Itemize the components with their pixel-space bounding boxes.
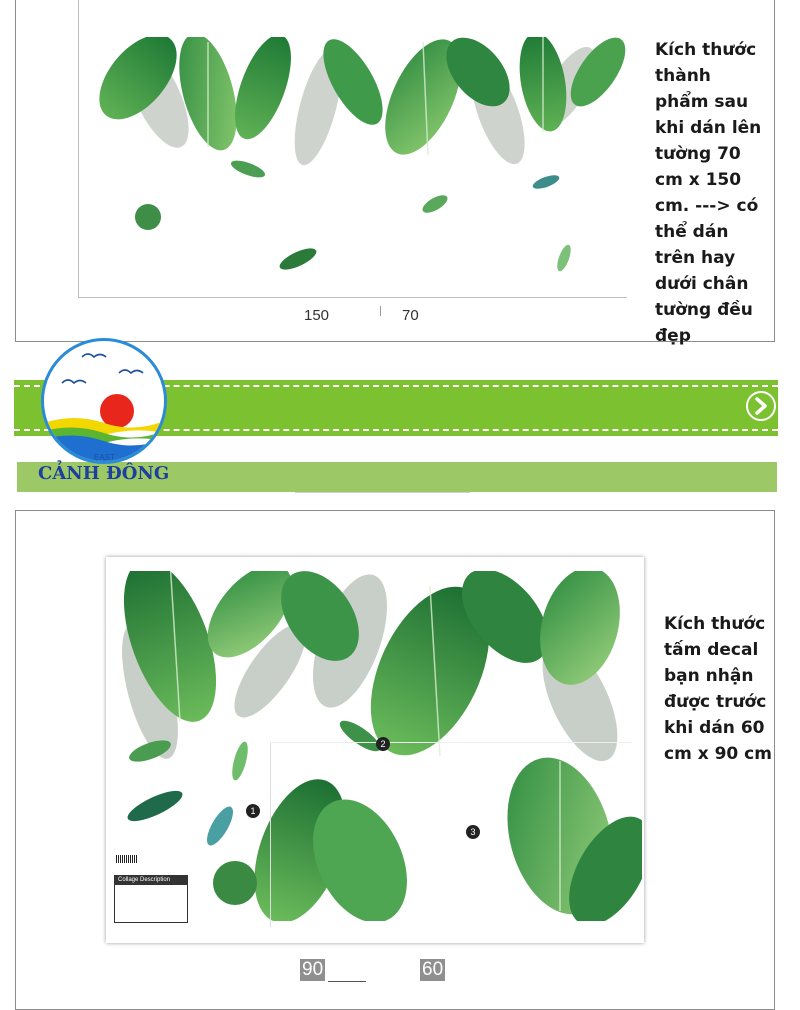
height-dimension-label: 60 xyxy=(422,959,444,980)
finished-size-description xyxy=(655,37,795,349)
marker-3: 3 xyxy=(466,825,480,839)
marker-1: 1 xyxy=(246,804,260,818)
collage-label: Collage Description xyxy=(115,876,187,885)
description-line: Kích thước xyxy=(655,40,757,60)
description-line: thể dán xyxy=(655,222,729,242)
width-dimension-label: 150 xyxy=(304,307,330,324)
description-line: cm x 90 cm xyxy=(664,744,772,764)
divider-line xyxy=(295,492,470,493)
description-line: tường đều xyxy=(655,300,753,320)
height-dimension-label: 70 xyxy=(402,307,419,324)
cut-line xyxy=(270,742,271,927)
description-line: Kích thước xyxy=(664,614,766,634)
description-line: tường 70 xyxy=(655,144,741,164)
description-line: dưới chân xyxy=(655,274,749,294)
description-line: thành xyxy=(655,66,711,86)
brand-name: CẢNH ĐÔNG xyxy=(38,463,170,484)
description-line: bạn nhận xyxy=(664,666,754,686)
dimension-separator xyxy=(380,306,381,316)
description-line: phẩm sau xyxy=(655,92,749,112)
logo-subtext: EAST xyxy=(94,453,115,462)
collage-card xyxy=(114,875,188,923)
cut-line xyxy=(270,742,632,743)
description-line: khi dán lên xyxy=(655,118,762,138)
barcode-icon xyxy=(116,855,138,863)
description-line: cm x 150 xyxy=(655,170,742,190)
hanging-leaves-illustration xyxy=(98,37,628,287)
description-line: tấm decal xyxy=(664,640,759,660)
decal-size-description xyxy=(664,611,774,767)
brand-logo xyxy=(41,338,167,464)
description-line: cm. ---> có xyxy=(655,196,759,216)
width-dimension-label: 90 xyxy=(302,959,324,980)
decal-size-panel xyxy=(15,510,775,1010)
description-line: khi dán 60 xyxy=(664,718,765,738)
chevron-right-icon[interactable] xyxy=(746,391,776,421)
description-line: trên hay xyxy=(655,248,736,268)
description-line: được trước xyxy=(664,692,767,712)
dimension-line xyxy=(328,981,366,982)
decal-sheet xyxy=(106,557,644,943)
marker-2: 2 xyxy=(376,737,390,751)
description-line: đẹp xyxy=(655,326,691,346)
